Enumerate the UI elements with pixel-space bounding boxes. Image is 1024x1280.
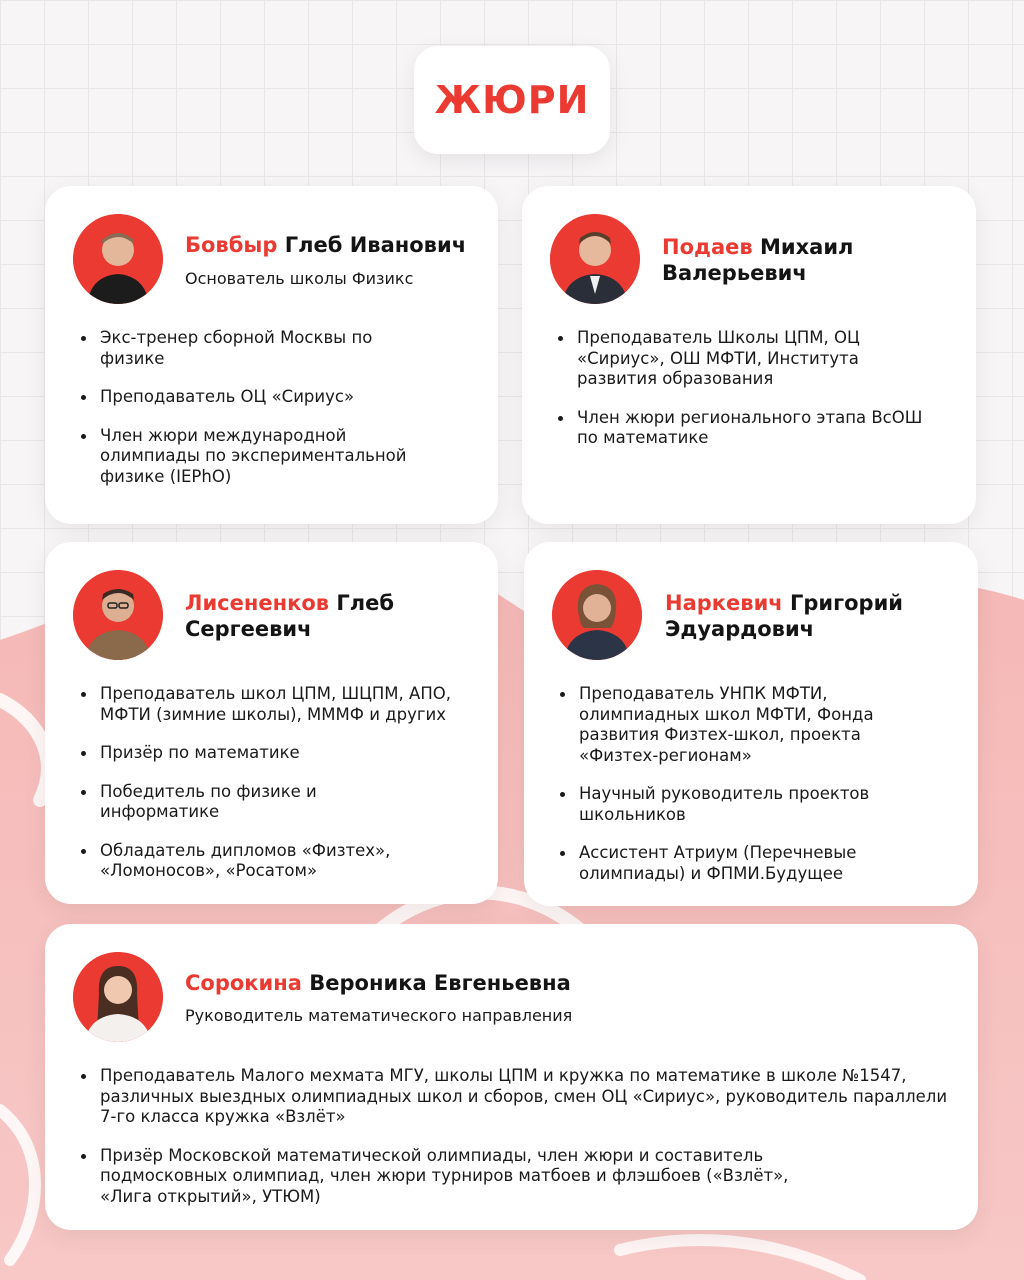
jury-card-bovbyr [45, 186, 498, 524]
list-item: Призёр по математике [78, 743, 473, 764]
jury-surname: Подаев [662, 235, 753, 259]
jury-achievements [557, 684, 907, 884]
list-item: Обладатель дипломов «Физтех», «Ломоносов», «Росатом» [78, 841, 438, 882]
list-item: Преподаватель Школы ЦПМ, ОЦ «Сириус», ОШ МФТИ, Института развития образования [555, 328, 885, 390]
list-item: Преподаватель Малого мехмата МГУ, школы ЦПМ и кружка по математике в школе №1547, различных выездных олимпиадных школ и сборов, смен ОЦ «Сириус», руководитель параллели 7-го класса кружка «Взлёт» [78, 1066, 958, 1128]
jury-achievements [78, 1066, 958, 1207]
jury-achievements [78, 684, 473, 882]
jury-given-name: Глеб Сергеевич [185, 591, 395, 641]
jury-card-lisenenkov [45, 542, 498, 904]
jury-achievements [555, 328, 945, 449]
jury-surname: Бовбыр [185, 233, 278, 257]
avatar [73, 214, 163, 304]
jury-surname: Наркевич [665, 591, 783, 615]
avatar [552, 570, 642, 660]
jury-surname: Сорокина [185, 971, 302, 995]
jury-name [185, 590, 445, 642]
jury-card-narkevich [524, 542, 978, 906]
jury-card-podaev [522, 186, 976, 524]
jury-card-sorokina [45, 924, 978, 1230]
list-item: Ассистент Атриум (Перечневые олимпиады) и ФПМИ.Будущее [557, 843, 907, 884]
avatar [550, 214, 640, 304]
list-item: Член жюри регионального этапа ВсОШ по математике [555, 408, 945, 449]
list-item: Преподаватель ОЦ «Сириус» [78, 387, 448, 408]
page-title: ЖЮРИ [434, 78, 590, 122]
jury-role: Руководитель математического направления [185, 1006, 573, 1025]
jury-name [662, 234, 892, 286]
list-item: Преподаватель школ ЦПМ, ШЦПМ, АПО, МФТИ (зимние школы), МММФ и других [78, 684, 473, 725]
jury-given-name: Вероника Евгеньевна [309, 971, 571, 995]
title-box [414, 46, 610, 154]
jury-achievements [78, 328, 448, 487]
jury-given-name: Григорий Эдуардович [665, 591, 904, 641]
list-item: Преподаватель УНПК МФТИ, олимпиадных школ МФТИ, Фонда развития Физтех-школ, проекта «Физтех-регионам» [557, 684, 907, 766]
jury-given-name: Михаил Валерьевич [662, 235, 854, 285]
jury-role: Основатель школы Физикс [185, 269, 414, 288]
jury-name [665, 590, 925, 642]
list-item: Призёр Московской математической олимпиады, член жюри и составитель подмосковных олимпиад, член жюри турниров матбоев и флэшбоев («Взлёт», «Лига открытий», УТЮМ) [78, 1146, 818, 1208]
jury-name [185, 970, 785, 996]
list-item: Победитель по физике и информатике [78, 782, 338, 823]
jury-given-name: Глеб Иванович [284, 233, 467, 257]
list-item: Экс-тренер сборной Москвы по физике [78, 328, 378, 369]
avatar [73, 570, 163, 660]
list-item: Член жюри международной олимпиады по экспериментальной физике (IEPhO) [78, 426, 438, 488]
avatar [73, 952, 163, 1042]
jury-surname: Лисененков [185, 591, 330, 615]
jury-name [185, 232, 485, 258]
list-item: Научный руководитель проектов школьников [557, 784, 907, 825]
